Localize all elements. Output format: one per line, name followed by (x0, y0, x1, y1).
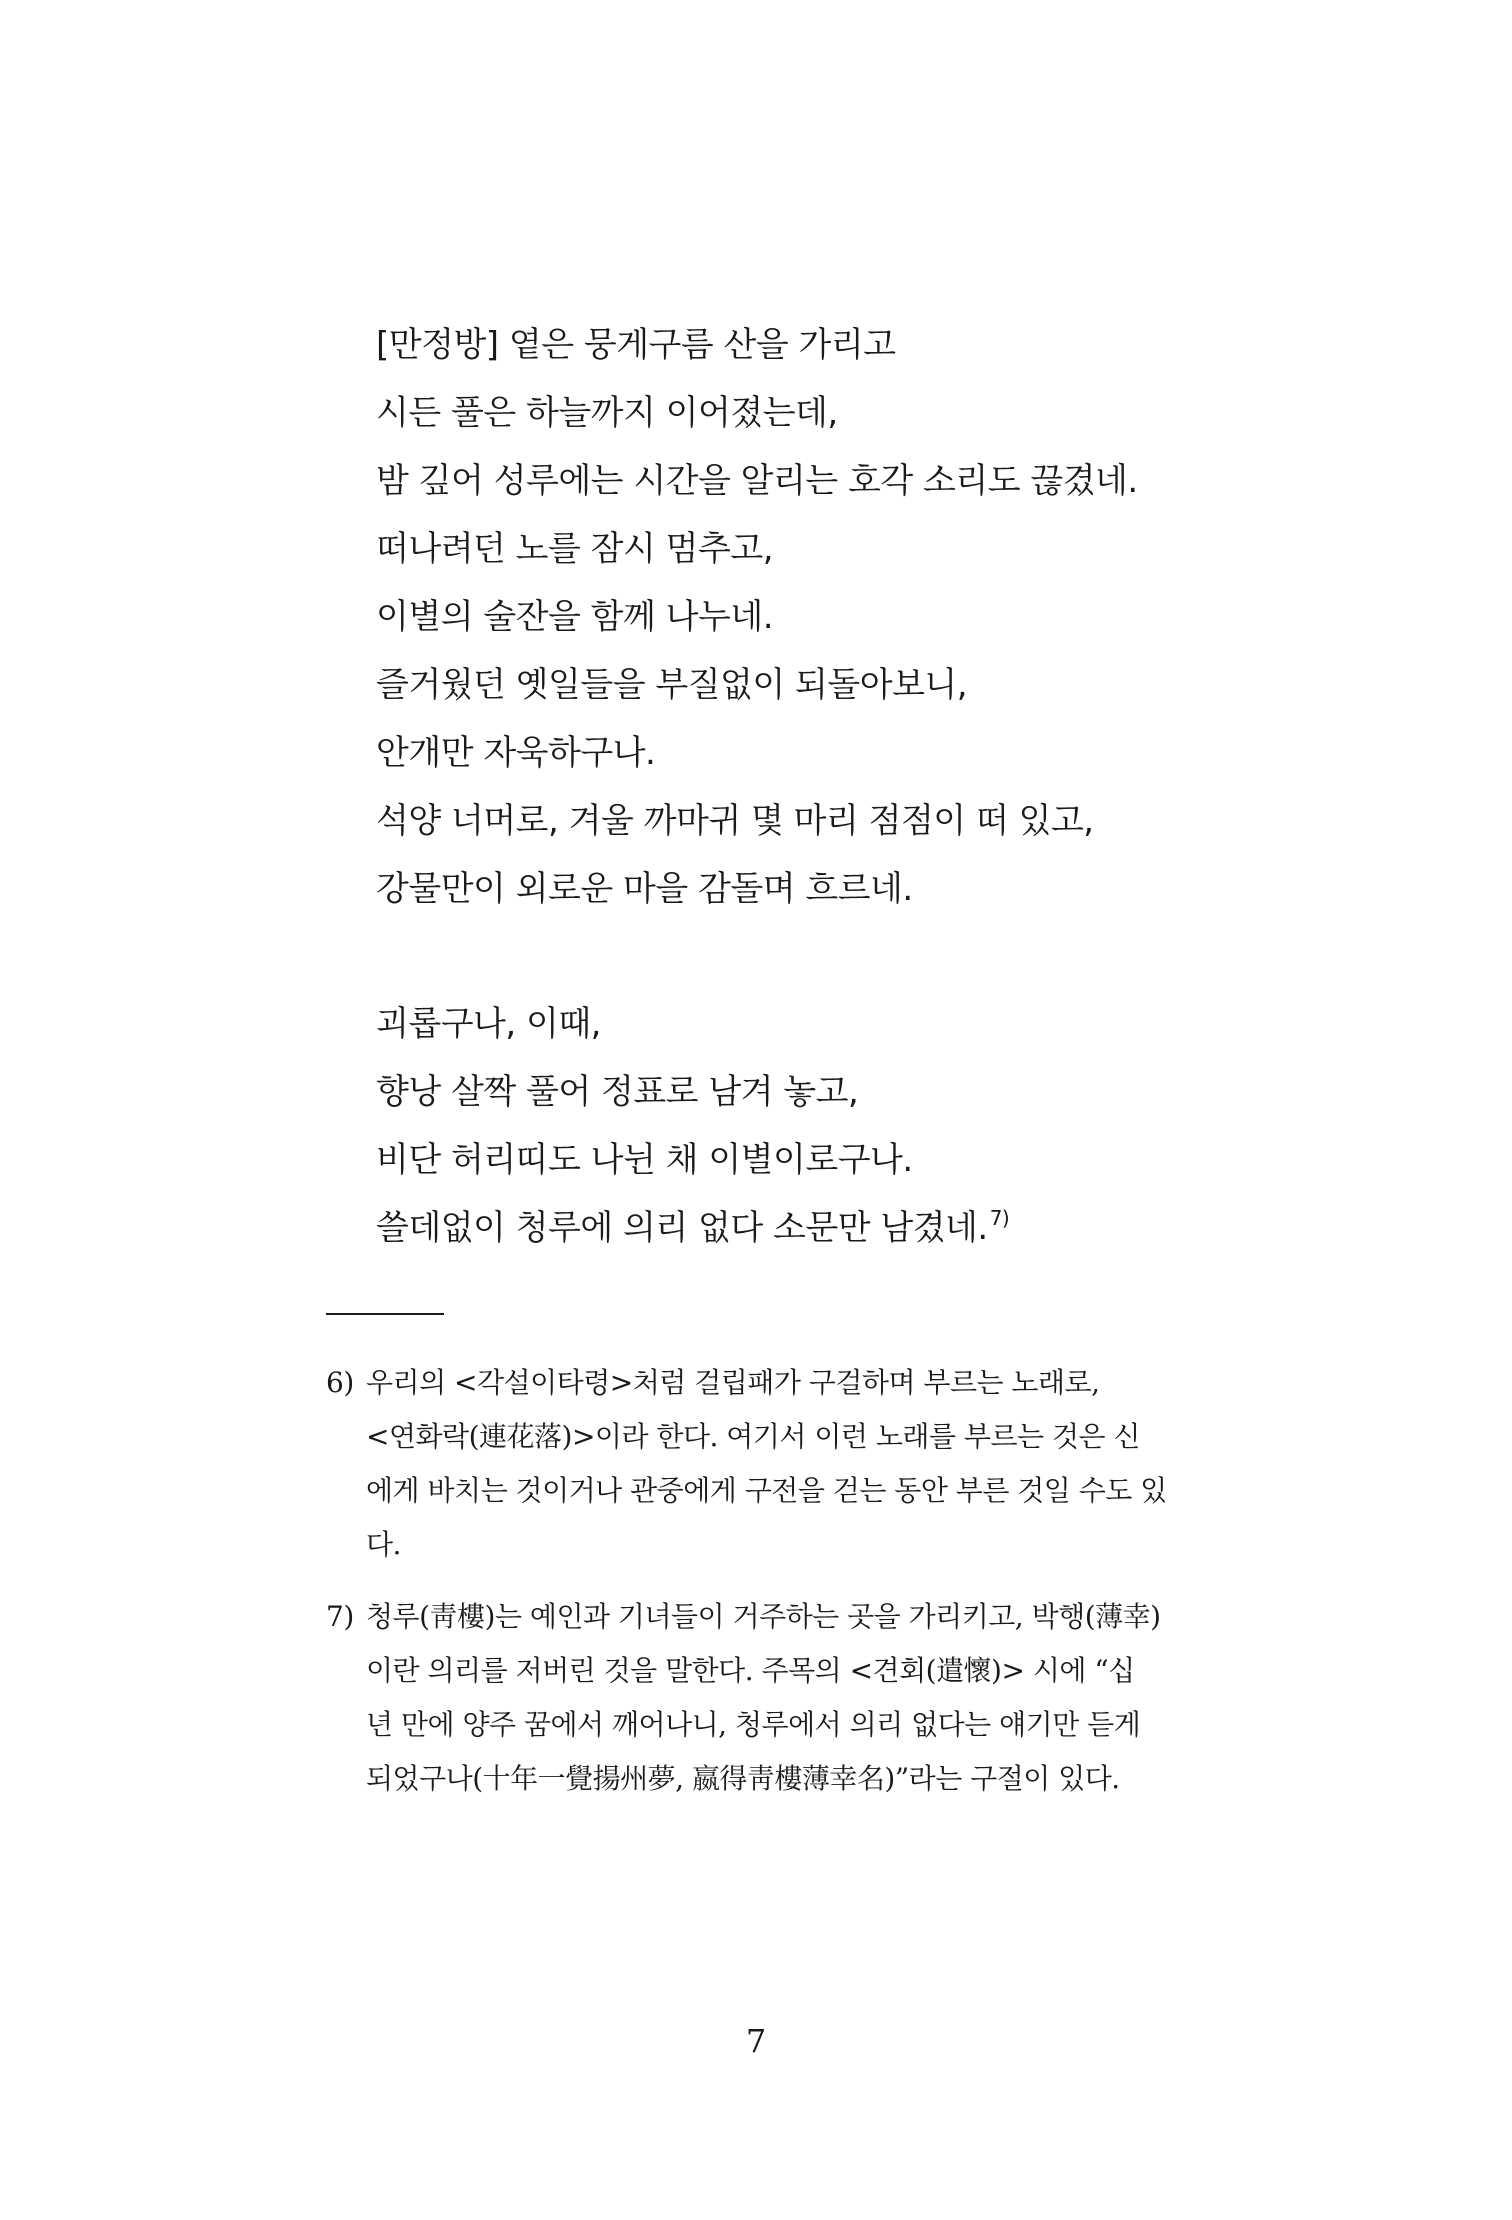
footnote-line: 우리의 <각설이타령>처럼 걸립패가 구걸하며 부르는 노래로, (366, 1366, 1100, 1399)
footnote-line: 다. (366, 1528, 401, 1561)
poem-line: 시든 풀은 하늘까지 이어졌는데, (376, 393, 838, 433)
poem-line: 떠나려던 노를 잠시 멈추고, (376, 529, 774, 569)
footnote-6 (326, 1356, 1262, 1572)
poem-line-text: 쓸데없이 청루에 의리 없다 소문만 남겼네. (376, 1208, 988, 1248)
footnote-number: 6) (326, 1366, 354, 1399)
poem-line: 즐거웠던 옛일들을 부질없이 되돌아보니, (376, 665, 968, 705)
footnote-line: 년 만에 양주 꿈에서 깨어나니, 청루에서 의리 없다는 얘기만 듣게 (366, 1708, 1141, 1741)
poem-stanza-1 (376, 318, 1376, 930)
footnote-number: 7) (326, 1600, 354, 1633)
poem (376, 318, 1376, 1269)
page-number: 7 (745, 2022, 767, 2060)
poem-line-last (376, 1201, 1376, 1269)
poem-line: 향낭 살짝 풀어 정표로 남겨 놓고, (376, 1072, 859, 1112)
poem-line: 강물만이 외로운 마을 감돌며 흐르네. (376, 869, 913, 909)
footnote-line: 에게 바치는 것이거나 관중에게 구전을 걷는 동안 부른 것일 수도 있 (366, 1474, 1167, 1507)
footnotes (326, 1356, 1262, 1806)
footnote-line: <연화락(連花落)>이라 한다. 여기서 이런 노래를 부르는 것은 신 (366, 1420, 1140, 1453)
poem-line: 석양 너머로, 겨울 까마귀 몇 마리 점점이 떠 있고, (376, 801, 1094, 841)
poem-line: 밤 깊어 성루에는 시간을 알리는 호각 소리도 끊겼네. (376, 461, 1138, 501)
poem-line: [만정방] 옅은 뭉게구름 산을 가리고 (376, 325, 896, 365)
footnote-divider (326, 1313, 444, 1315)
poem-line: 안개만 자욱하구나. (376, 733, 656, 773)
poem-line: 이별의 술잔을 함께 나누네. (376, 597, 774, 637)
footnote-7 (326, 1590, 1262, 1806)
footnote-line: 되었구나(十年一覺揚州夢, 嬴得靑樓薄幸名)”라는 구절이 있다. (366, 1762, 1120, 1795)
footnote-line: 청루(靑樓)는 예인과 기녀들이 거주하는 곳을 가리키고, 박행(薄幸) (366, 1600, 1161, 1633)
footnote-reference[interactable]: 7) (989, 1206, 1010, 1230)
poem-stanza-2 (376, 997, 1376, 1269)
footnote-line: 이란 의리를 저버린 것을 말한다. 주목의 <견회(遣懷)> 시에 “십 (366, 1654, 1135, 1687)
poem-line: 괴롭구나, 이때, (376, 1004, 601, 1044)
poem-line: 비단 허리띠도 나뉜 채 이별이로구나. (376, 1140, 913, 1180)
